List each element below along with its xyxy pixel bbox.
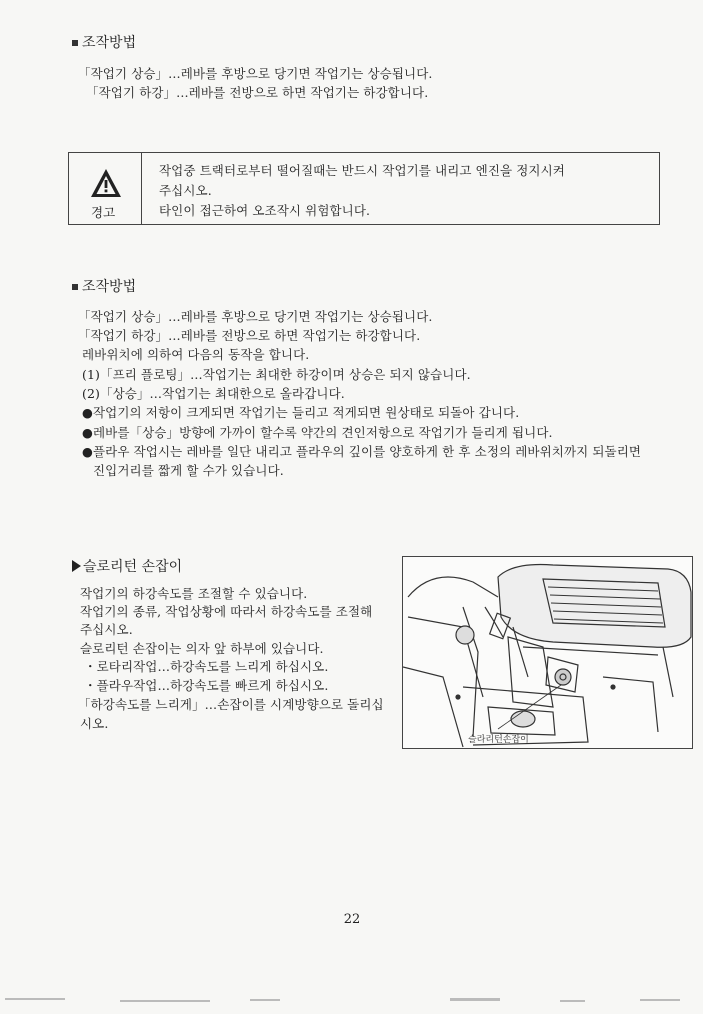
section3-line-8: 시오. (80, 716, 109, 731)
tractor-seat-illustration (403, 557, 693, 749)
scan-artifact (0, 996, 703, 1006)
section3-line-2: 작업기의 종류, 작업상황에 따라서 하강속도를 조절해 (80, 604, 373, 619)
warning-triangle-icon (89, 167, 123, 199)
section3-line-7: 「하강속도를 느리게」…손잡이를 시계방향으로 돌리십 (78, 697, 384, 712)
figure-caption: 슬라리턴손잡이 (468, 735, 529, 745)
section2-heading: 조작방법 (72, 276, 136, 296)
warning-line-3: 타인이 접근하여 오조작시 위험합니다. (159, 203, 371, 218)
section1-line-2: 「작업기 하강」…레바를 전방으로 하면 작업기는 하강합니다. (86, 85, 429, 100)
page-number: 22 (343, 912, 361, 927)
section3-line-5: ・로타리작업…하강속도를 느리게 하십시오. (84, 659, 329, 674)
square-bullet-icon (72, 40, 78, 46)
square-bullet-icon (72, 284, 78, 290)
section2-line-1: 「작업기 상승」…레바를 후방으로 당기면 작업기는 상승됩니다. (78, 309, 433, 324)
section2-line-5: (2)「상승」…작업기는 최대한으로 올라갑니다. (82, 386, 345, 401)
section2-line-3: 레바위치에 의하여 다음의 동작을 합니다. (82, 347, 310, 362)
warning-box (68, 152, 660, 225)
section2-line-6: ●작업기의 저항이 크게되면 작업기는 들리고 적게되면 원상태로 되돌아 갑니다. (82, 405, 520, 420)
section2-line-7: ●레바를「상승」방향에 가까이 할수록 약간의 견인저항으로 작업기가 들리게 됩니다. (82, 425, 553, 440)
section3-line-4: 슬로리턴 손잡이는 의자 앞 하부에 있습니다. (80, 641, 324, 656)
warning-label: 경고 (91, 205, 116, 220)
warning-divider (141, 153, 142, 224)
warning-line-1: 작업중 트랙터로부터 떨어질때는 반드시 작업기를 내리고 엔진을 정지시켜 (159, 163, 565, 178)
section2-line-2: 「작업기 하강」…레바를 전방으로 하면 작업기는 하강합니다. (78, 328, 421, 343)
slow-return-knob-figure (402, 556, 693, 749)
section2-line-4: (1)「프리 플로팅」…작업기는 최대한 하강이며 상승은 되지 않습니다. (82, 367, 471, 382)
section3-heading: 슬로리턴 손잡이 (72, 556, 182, 576)
section3-line-3: 주십시오. (80, 622, 133, 637)
section2-line-8: ●플라우 작업시는 레바를 일단 내리고 플라우의 깊이를 양호하게 한 후 소정의 레바위치까지 되돌리면 (82, 444, 642, 459)
section1-line-1: 「작업기 상승」…레바를 후방으로 당기면 작업기는 상승됩니다. (78, 66, 433, 81)
section3-line-6: ・플라우작업…하강속도를 빠르게 하십시오. (84, 678, 329, 693)
section2-line-9: 진입거리를 짧게 할 수가 있습니다. (93, 463, 284, 478)
section3-line-1: 작업기의 하강속도를 조절할 수 있습니다. (80, 586, 308, 601)
section1-heading: 조작방법 (72, 32, 136, 52)
triangle-bullet-icon (72, 560, 81, 572)
warning-line-2: 주십시오. (159, 183, 212, 198)
